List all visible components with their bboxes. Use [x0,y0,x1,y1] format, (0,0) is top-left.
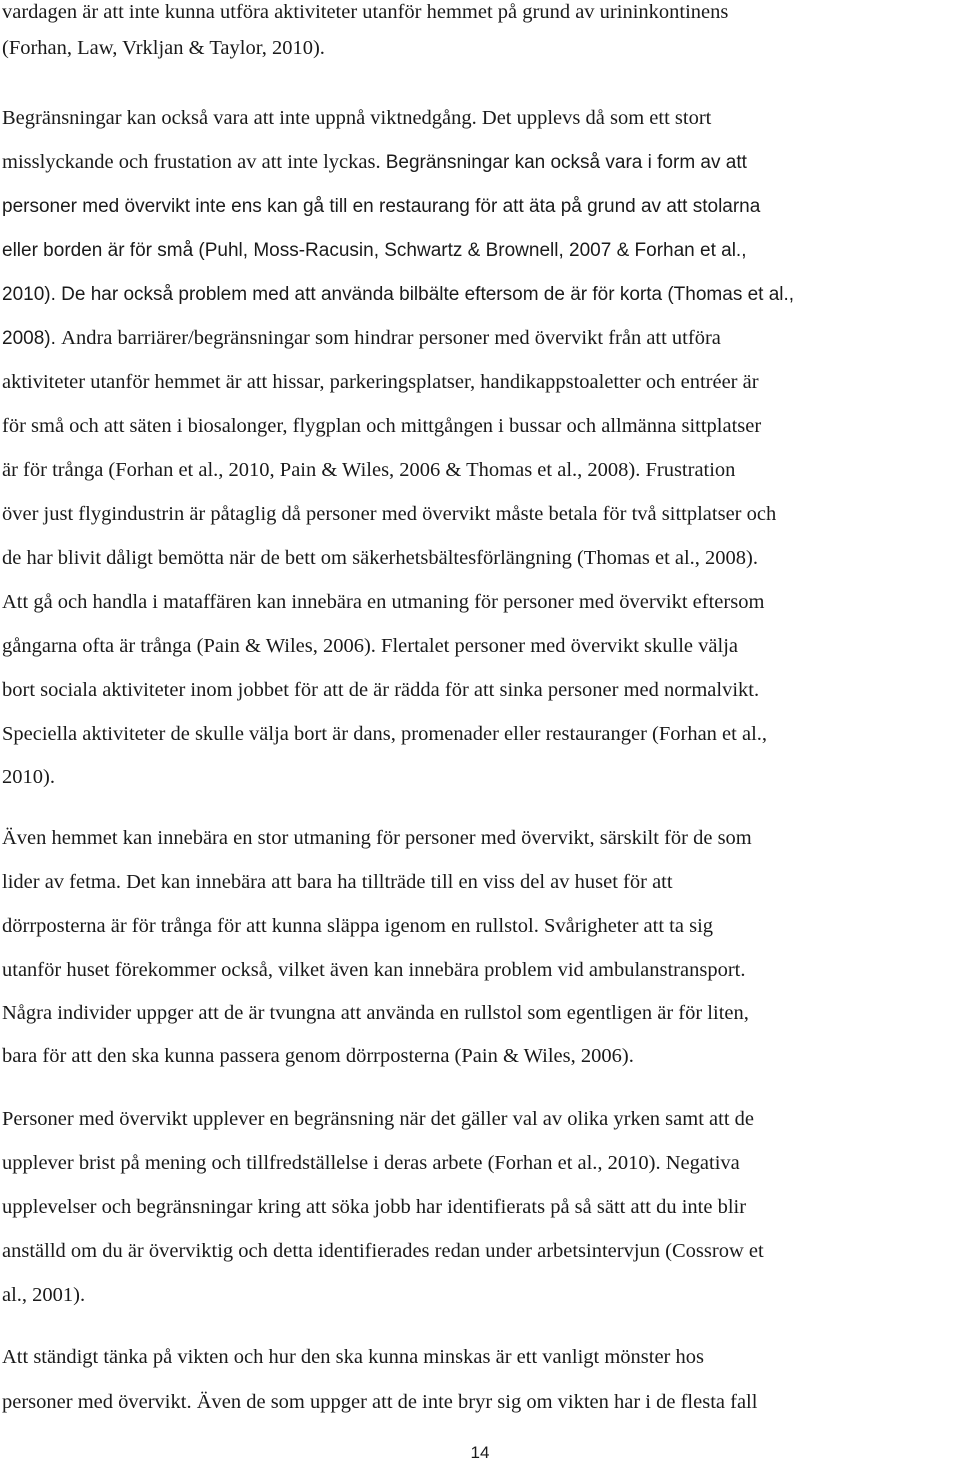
text-line [2,370,759,394]
text-line [2,238,747,263]
text-segment: Begränsningar kan också vara att inte uppnå viktnedgång. Det upplevs då som ett stort [2,107,712,129]
text-line [2,765,55,789]
text-segment: lider av fetma. Det kan innebära att bara ha tillträde till en viss del av huset för att [2,871,673,893]
text-segment: är för trånga (Forhan et al., 2010, Pain & Wiles, 2006 & Thomas et al., 2008). Frustration [2,459,736,481]
text-segment: över just flygindustrin är påtaglig då personer med övervikt måste betala för två sittplatser och [2,503,777,525]
text-segment: upplevelser och begränsningar kring att söka jobb har identifierats på så sätt att du inte blir [2,1196,747,1218]
text-segment: eller borden är för små (Puhl, Moss-Racusin, Schwartz & Brownell, 2007 & Forhan et al., [2,240,747,261]
text-line [2,1345,704,1369]
text-line [2,502,776,526]
text-segment: al., 2001). [2,1284,86,1306]
text-line [2,1107,754,1131]
text-line [2,1151,740,1175]
text-segment: Att gå och handla i mataffären kan innebära en utmaning för personer med övervikt eftersom [2,591,765,613]
text-line [2,194,760,219]
text-line [2,546,758,570]
text-segment: personer med övervikt inte ens kan gå till en restaurang för att äta på grund av att stolarna [2,196,761,217]
text-line [2,1239,764,1263]
text-segment: utanför huset förekommer också, vilket även kan innebära problem vid ambulanstransport. [2,959,746,981]
text-segment: personer med övervikt. Även de som uppger att de inte bryr sig om vikten har i de flesta fall [2,1391,758,1413]
text-segment: gångarna ofta är trånga (Pain & Wiles, 2006). Flertalet personer med övervikt skulle välja [2,635,738,657]
text-line [2,1390,757,1414]
text-segment: 2010). [2,284,62,305]
text-segment: aktiviteter utanför hemmet är att hissar, parkeringsplatser, handikappstoaletter och entréer är [2,371,759,393]
text-segment: (Forhan, Law, Vrkljan & Taylor, 2010). [2,37,325,59]
text-line [2,414,761,438]
text-line [2,958,745,982]
text-line [2,870,673,894]
text-segment: De har också problem med att använda bilbälte eftersom de är för korta (Thomas et al., [61,284,795,305]
text-line [2,282,794,307]
text-segment: bort sociala aktiviteter inom jobbet för att de är rädda för att sinka personer med normalvikt. [2,679,760,701]
text-segment: 2010). [2,766,55,788]
text-line [2,106,711,130]
text-line [2,634,738,658]
text-segment: Några individer uppger att de är tvungna att använda en rullstol som egentligen är för liten, [2,1002,749,1024]
text-line [2,1283,85,1307]
text-segment: misslyckande och frustation av att inte lyckas. [2,151,386,173]
text-line [2,150,747,175]
text-segment: bara för att den ska kunna passera genom dörrposterna (Pain & Wiles, 2006). [2,1045,634,1067]
text-line [2,0,728,24]
text-line [2,722,767,746]
text-line [2,826,752,850]
text-segment: dörrposterna är för trånga för att kunna släppa igenom en rullstol. Svårigheter att ta sig [2,915,714,937]
text-segment: Även hemmet kan innebära en stor utmaning för personer med övervikt, särskilt för de som [2,827,752,849]
text-segment: Att ständigt tänka på vikten och hur den ska kunna minskas är ett vanligt mönster hos [2,1346,704,1368]
text-line [2,36,325,60]
text-segment: Andra barriärer/begränsningar som hindrar personer med övervikt från att utföra [61,327,721,349]
text-line [2,458,735,482]
text-segment: Personer med övervikt upplever en begränsning när det gäller val av olika yrken samt att de [2,1108,754,1130]
text-segment: vardagen är att inte kunna utföra aktiviteter utanför hemmet på grund av urininkontinens [2,1,729,23]
text-segment: för små och att säten i biosalonger, flygplan och mittgången i bussar och allmänna sittplatser [2,415,762,437]
text-segment: Speciella aktiviteter de skulle välja bort är dans, promenader eller restauranger (Forhan et al., [2,723,768,745]
text-line [2,914,713,938]
text-line [2,678,759,702]
text-line [2,1001,749,1025]
text-line [2,326,721,351]
text-segment: Begränsningar kan också vara i form av att [385,152,747,173]
text-segment: de har blivit dåligt bemötta när de bett om säkerhetsbältesförlängning (Thomas et al., 2008). [2,547,759,569]
text-segment: anställd om du är överviktig och detta identifierades redan under arbetsintervjun (Cossrow et [2,1240,764,1262]
text-segment: upplever brist på mening och tillfredställelse i deras arbete (Forhan et al., 2010). Negativa [2,1152,740,1174]
page-number: 14 [470,1443,490,1462]
text-segment: 2008). [2,328,62,349]
text-line [2,1044,634,1068]
text-line [2,590,764,614]
text-line [2,1195,746,1219]
